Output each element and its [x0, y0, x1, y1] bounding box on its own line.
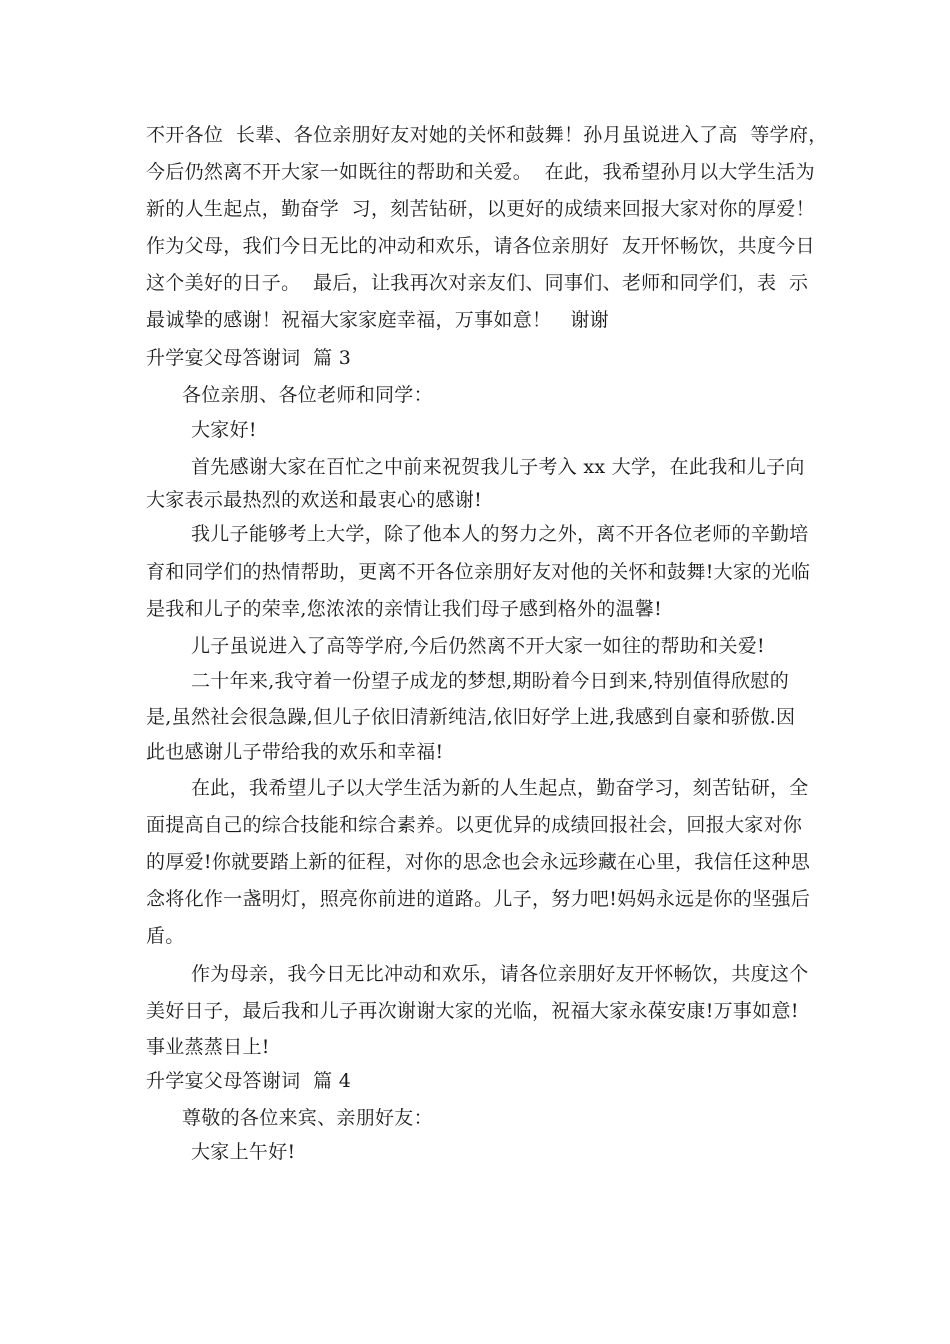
section-heading: 升学宴父母答谢词 篇 4 [146, 1070, 352, 1092]
paragraph-line: 盾。 [146, 925, 185, 947]
section-heading: 升学宴父母答谢词 篇 3 [146, 347, 352, 369]
paragraph-line: 首先感谢大家在百忙之中前来祝贺我儿子考入 xx 大学，在此我和儿子向 [191, 456, 805, 478]
paragraph-line: 作为母亲，我今日无比冲动和欢乐，请各位亲朋好友开怀畅饮，共度这个 [191, 963, 809, 985]
paragraph-line: 今后仍然离不开大家一如既往的帮助和关爱。 在此，我希望孙月以大学生活为 [146, 161, 815, 183]
paragraph-line: 新的人生起点，勤奋学 习，刻苦钻研，以更好的成绩来回报大家对你的厚爱！ [146, 198, 815, 220]
paragraph-line: 美好日子，最后我和儿子再次谢谢大家的光临，祝福大家永葆安康!万事如意! [146, 1000, 799, 1022]
paragraph-line: 的厚爱!你就要踏上新的征程，对你的思念也会永远珍藏在心里，我信任这种思 [146, 851, 811, 873]
paragraph-line: 此也感谢儿子带给我的欢乐和幸福! [146, 741, 444, 763]
greeting: 大家上午好! [191, 1141, 296, 1163]
paragraph-line: 育和同学们的热情帮助，更离不开各位亲朋好友对他的关怀和鼓舞!大家的光临 [146, 561, 811, 583]
paragraph-line: 面提高自己的综合技能和综合素养。以更优异的成绩回报社会，回报大家对你 [146, 814, 803, 836]
paragraph-line: 我儿子能够考上大学，除了他本人的努力之外，离不开各位老师的辛勤培 [191, 523, 809, 545]
paragraph-line: 是,虽然社会很急躁,但儿子依旧清新纯洁,依旧好学上进,我感到自豪和骄傲.因 [146, 706, 796, 728]
paragraph-line: 这个美好的日子。 最后，让我再次对亲友们、同事们、老师和同学们，表 示 [146, 272, 809, 294]
paragraph-line: 作为父母，我们今日无比的冲动和欢乐，请各位亲朋好 友开怀畅饮，共度今日 [146, 235, 815, 257]
salutation: 尊敬的各位来宾、亲朋好友： [182, 1107, 433, 1129]
paragraph-line: 二十年来,我守着一份望子成龙的梦想,期盼着今日到来,特别值得欣慰的 [191, 670, 790, 692]
greeting: 大家好! [191, 419, 257, 441]
paragraph-line: 在此，我希望儿子以大学生活为新的人生起点，勤奋学习，刻苦钻研，全 [191, 777, 809, 799]
paragraph-line: 儿子虽说进入了高等学府,今后仍然离不开大家一如往的帮助和关爱! [191, 635, 765, 657]
paragraph-line: 念将化作一盏明灯，照亮你前进的道路。儿子，努力吧!妈妈永远是你的坚强后 [146, 888, 811, 910]
salutation: 各位亲朋、各位老师和同学： [182, 384, 433, 406]
paragraph-line: 事业蒸蒸日上! [146, 1036, 270, 1058]
paragraph-line: 最诚挚的感谢！祝福大家家庭幸福，万事如意！ 谢谢 [146, 309, 609, 331]
paragraph-line: 大家表示最热烈的欢送和最衷心的感谢! [146, 489, 483, 511]
paragraph-line: 不开各位 长辈、各位亲朋好友对她的关怀和鼓舞！孙月虽说进入了高 等学府， [146, 124, 828, 146]
paragraph-line: 是我和儿子的荣幸,您浓浓的亲情让我们母子感到格外的温馨! [146, 598, 663, 620]
